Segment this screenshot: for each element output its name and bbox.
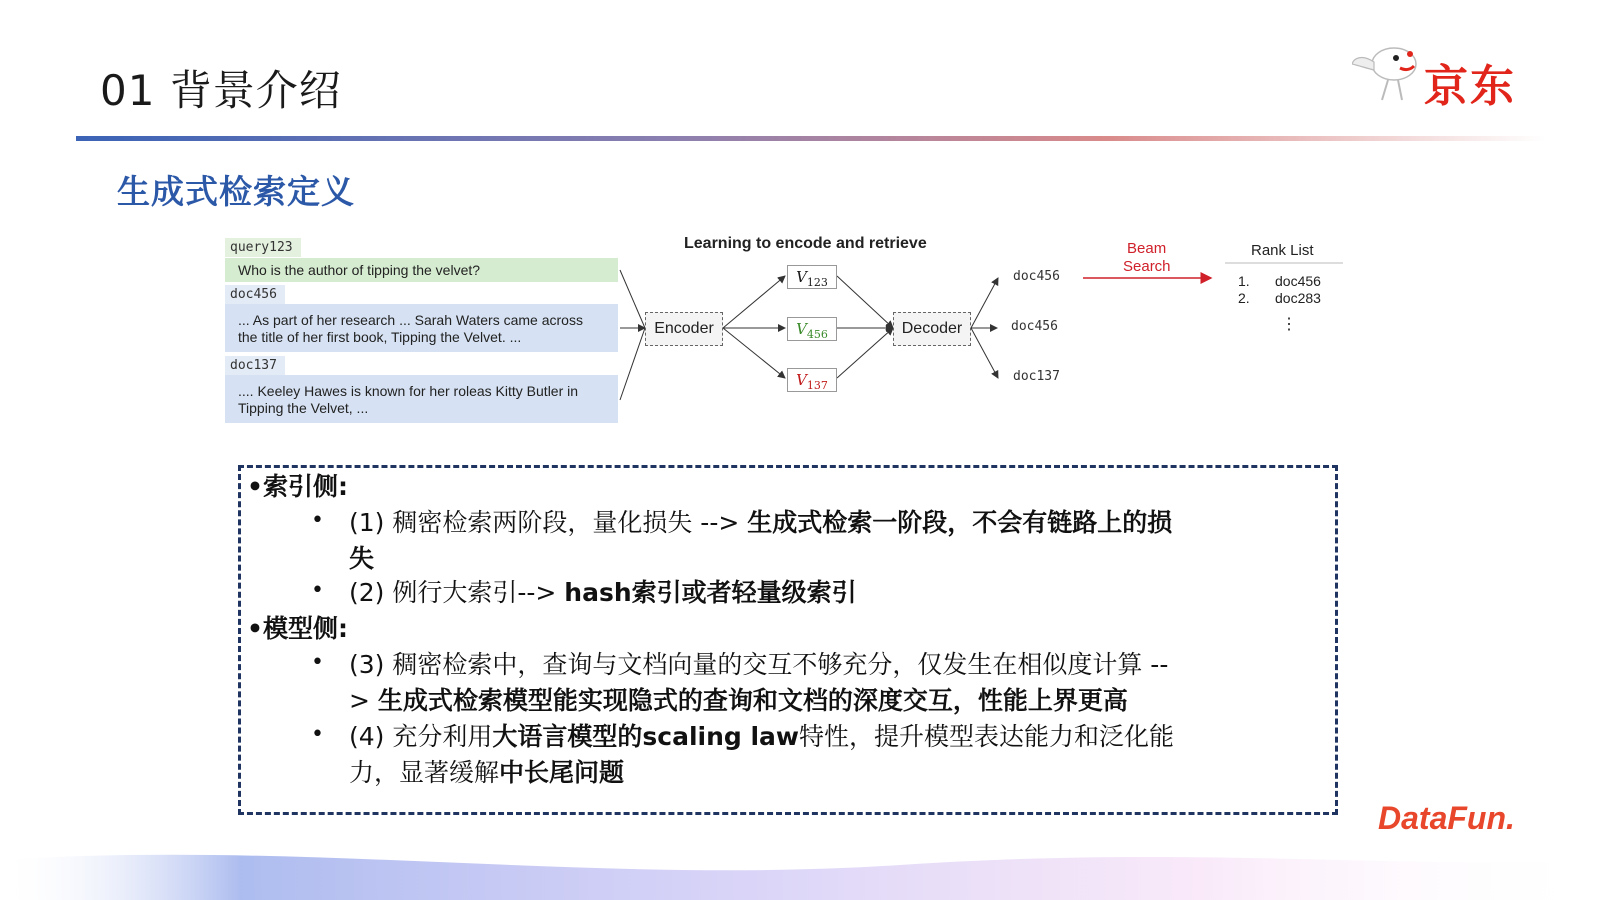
jd-logo: [1352, 44, 1552, 110]
model-side-heading: •模型侧:: [247, 614, 348, 643]
output-doc-1: doc456: [1013, 269, 1060, 284]
decorative-wave: [0, 830, 1600, 900]
bullet-3: •: [311, 650, 324, 675]
title-underline: [76, 136, 1546, 141]
v137-box: $V_{137}$: [787, 368, 837, 392]
output-doc-2: doc456: [1011, 319, 1058, 334]
doc137-tag: doc137: [225, 356, 285, 375]
v123-box: $V_{123}$: [787, 265, 837, 289]
bullet-4: •: [311, 722, 324, 747]
item-1-cont: 失: [349, 544, 375, 573]
generative-retrieval-diagram: [225, 230, 1375, 445]
beam-search-label-1: Beam: [1127, 240, 1167, 257]
jd-logo-text: 京东: [1424, 61, 1516, 112]
encoder-box: Encoder: [645, 312, 723, 346]
jd-mascot-icon: [1352, 44, 1424, 104]
index-side-heading: •索引侧:: [247, 472, 348, 501]
doc456-tag: doc456: [225, 285, 285, 304]
output-doc-3: doc137: [1013, 369, 1060, 384]
bullet-2: •: [311, 578, 324, 603]
v456-box: $V_{456}$: [787, 317, 837, 341]
item-3: (3) 稠密检索中，查询与文档向量的交互不够充分，仅发生在相似度计算 --: [349, 650, 1169, 679]
decoder-box: Decoder: [893, 312, 971, 346]
doc456-line2: the title of her first book, Tipping the Velvet. ...: [238, 329, 522, 345]
rank-item-1-num: 1.: [1238, 273, 1250, 289]
item-2: (2) 例行大索引--> hash索引或者轻量级索引: [349, 578, 857, 607]
content-box: [238, 465, 1338, 815]
section-subtitle: 生成式检索定义: [117, 172, 355, 211]
beam-search-label-2: Search: [1123, 258, 1171, 275]
doc137-line2: Tipping the Velvet, ...: [238, 400, 369, 416]
page-title: 01 背景介绍: [100, 66, 342, 115]
item-4: (4) 充分利用大语言模型的scaling law特性，提升模型表达能力和泛化能: [349, 722, 1175, 751]
item-1: (1) 稠密检索两阶段，量化损失 --> 生成式检索一阶段，不会有链路上的损: [349, 508, 1173, 537]
rank-item-2-num: 2.: [1238, 290, 1250, 306]
rank-item-1-doc: doc456: [1275, 273, 1321, 289]
item-3-cont: > 生成式检索模型能实现隐式的查询和文档的深度交互，性能上界更高: [349, 686, 1128, 715]
rank-list-title: Rank List: [1251, 242, 1314, 259]
item-4-cont: 力，显著缓解中长尾问题: [349, 758, 625, 787]
query-text: Who is the author of tipping the velvet?: [238, 262, 481, 278]
datafun-logo: DataFun.: [1378, 800, 1515, 836]
doc456-line1: ... As part of her research ... Sarah Waters came across: [238, 312, 583, 328]
bullet-1: •: [311, 508, 324, 533]
doc137-line1: .... Keeley Hawes is known for her roleas Kitty Butler in: [238, 383, 579, 399]
rank-item-2-doc: doc283: [1275, 290, 1321, 306]
rank-list-more: ⋮: [1281, 316, 1297, 333]
query-tag: query123: [225, 238, 301, 257]
diagram-title: Learning to encode and retrieve: [684, 235, 927, 252]
